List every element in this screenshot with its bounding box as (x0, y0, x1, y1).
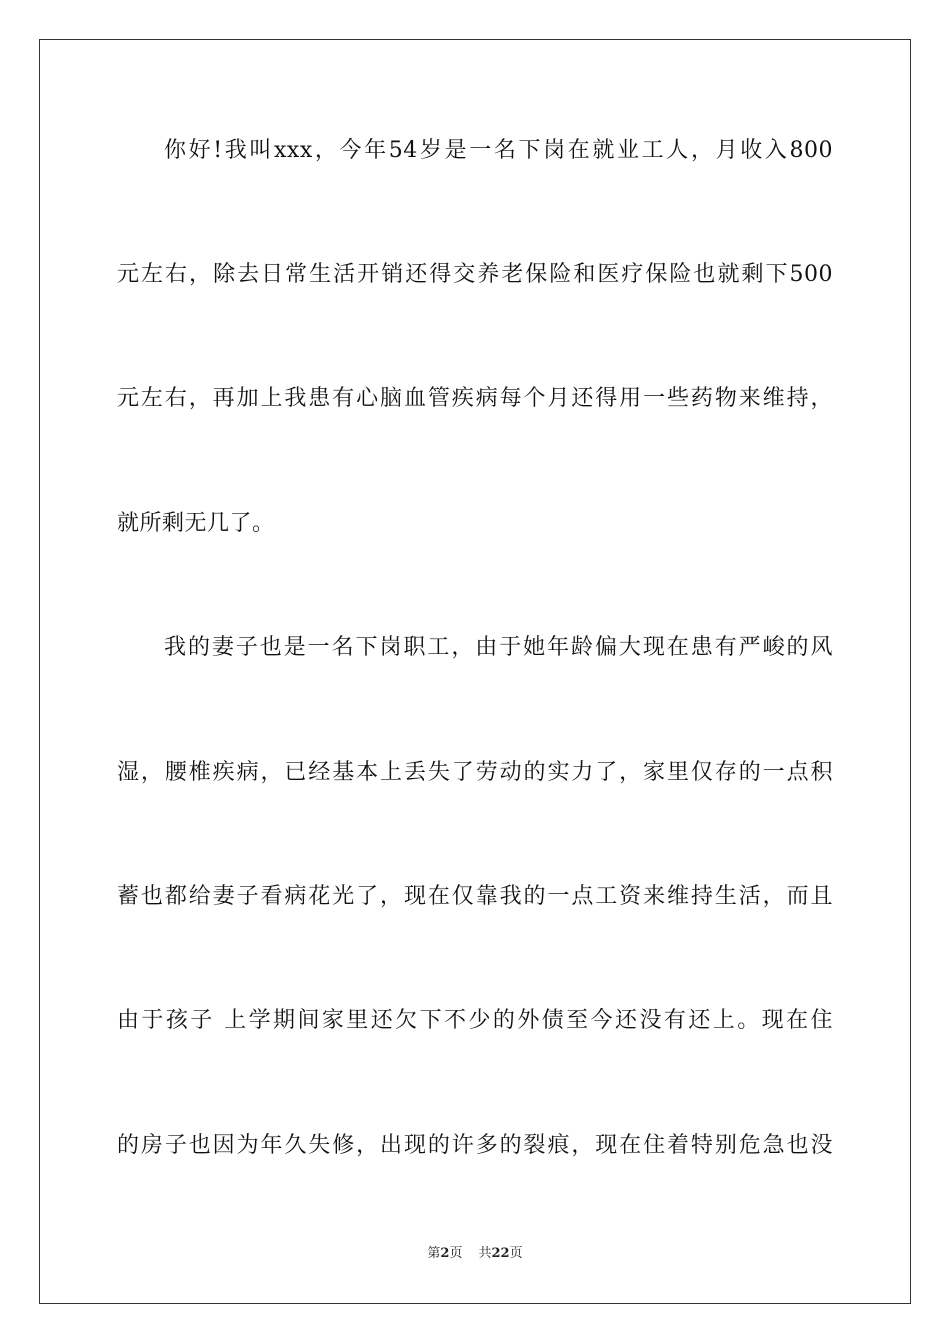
page-number: 第2页 (427, 1246, 463, 1261)
paragraph-1-line-1: 你好!我叫xxx，今年54岁是一名下岗在就业工人，月收入800 (164, 138, 833, 163)
page-total: 共22页 (478, 1246, 523, 1261)
page-footer (0, 1245, 950, 1263)
page-border (39, 39, 911, 1304)
paragraph-2-line-3: 蓄也都给妻子看病花光了，现在仅靠我的一点工资来维持生活，而且 (117, 884, 833, 909)
paragraph-2-line-4: 由于孩子 上学期间家里还欠下不少的外债至今还没有还上。现在住 (117, 1008, 833, 1033)
paragraph-1-line-3: 元左右，再加上我患有心脑血管疾病每个月还得用一些药物来维持， (117, 386, 833, 411)
paragraph-2-line-2: 湿，腰椎疾病，已经基本上丢失了劳动的实力了，家里仅存的一点积 (117, 760, 833, 785)
paragraph-1-line-2: 元左右，除去日常生活开销还得交养老保险和医疗保险也就剩下500 (117, 262, 833, 287)
paragraph-2-line-5: 的房子也因为年久失修，出现的许多的裂痕，现在住着特别危急也没 (117, 1133, 833, 1158)
paragraph-2-line-1: 我的妻子也是一名下岗职工，由于她年龄偏大现在患有严峻的风 (164, 635, 833, 660)
paragraph-1-line-4: 就所剩无几了。 (117, 511, 275, 536)
